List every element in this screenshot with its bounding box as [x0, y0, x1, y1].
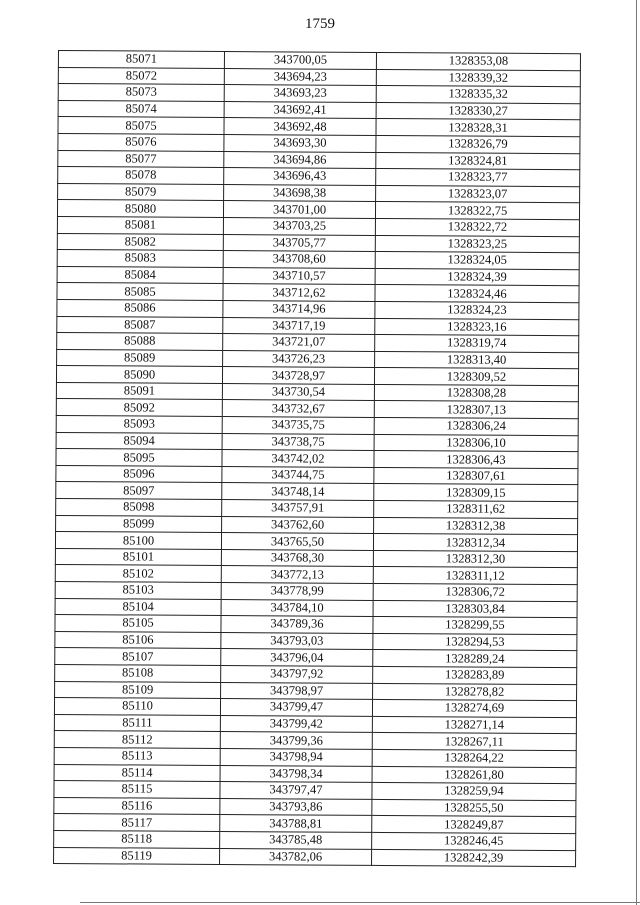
y-coordinate-cell: 1328311,62 — [374, 500, 578, 518]
point-number-cell: 85097 — [56, 482, 222, 500]
y-coordinate-cell: 1328324,23 — [375, 301, 579, 319]
y-coordinate-cell: 1328323,07 — [376, 185, 580, 203]
y-coordinate-cell: 1328264,22 — [372, 749, 576, 767]
y-coordinate-cell: 1328312,30 — [373, 550, 577, 568]
point-number-cell: 85093 — [56, 416, 222, 434]
x-coordinate-cell: 343782,06 — [220, 848, 372, 866]
point-number-cell: 85117 — [54, 814, 220, 832]
x-coordinate-cell: 343796,04 — [221, 649, 373, 667]
point-number-cell: 85098 — [56, 499, 222, 517]
x-coordinate-cell: 343726,23 — [223, 350, 375, 368]
point-number-cell: 85094 — [56, 432, 222, 450]
x-coordinate-cell: 343712,62 — [223, 284, 375, 302]
point-number-cell: 85075 — [58, 117, 224, 135]
point-number-cell: 85099 — [56, 515, 222, 533]
point-number-cell: 85072 — [58, 67, 224, 85]
point-number-cell: 85091 — [56, 382, 222, 400]
y-coordinate-cell: 1328312,34 — [373, 534, 577, 552]
point-number-cell: 85082 — [57, 233, 223, 251]
x-coordinate-cell: 343710,57 — [223, 267, 375, 285]
point-number-cell: 85076 — [58, 133, 224, 151]
point-number-cell: 85111 — [54, 714, 220, 732]
y-coordinate-cell: 1328278,82 — [373, 683, 577, 701]
x-coordinate-cell: 343757,91 — [222, 500, 374, 518]
x-coordinate-cell: 343798,34 — [220, 765, 372, 783]
x-coordinate-cell: 343793,03 — [221, 632, 373, 650]
y-coordinate-cell: 1328335,32 — [376, 86, 580, 104]
y-coordinate-cell: 1328326,79 — [376, 135, 580, 153]
point-number-cell: 85108 — [55, 664, 221, 682]
x-coordinate-cell: 343768,30 — [221, 549, 373, 567]
x-coordinate-cell: 343784,10 — [221, 599, 373, 617]
x-coordinate-cell: 343762,60 — [222, 516, 374, 534]
point-number-cell: 85100 — [55, 532, 221, 550]
y-coordinate-cell: 1328324,81 — [376, 152, 580, 170]
point-number-cell: 85103 — [55, 581, 221, 599]
x-coordinate-cell: 343698,38 — [224, 184, 376, 202]
x-coordinate-cell: 343742,02 — [222, 450, 374, 468]
x-coordinate-cell: 343797,92 — [221, 665, 373, 683]
y-coordinate-cell: 1328319,74 — [375, 335, 579, 353]
point-number-cell: 85078 — [58, 167, 224, 185]
y-coordinate-cell: 1328322,72 — [375, 218, 579, 236]
x-coordinate-cell: 343732,67 — [222, 400, 374, 418]
x-coordinate-cell: 343692,41 — [224, 101, 376, 119]
x-coordinate-cell: 343799,36 — [220, 732, 372, 750]
y-coordinate-cell: 1328306,10 — [374, 434, 578, 452]
x-coordinate-cell: 343696,43 — [224, 168, 376, 186]
point-number-cell: 85092 — [56, 399, 222, 417]
point-number-cell: 85085 — [57, 283, 223, 301]
point-number-cell: 85113 — [54, 747, 220, 765]
x-coordinate-cell: 343738,75 — [222, 433, 374, 451]
x-coordinate-cell: 343728,97 — [222, 367, 374, 385]
y-coordinate-cell: 1328309,15 — [374, 484, 578, 502]
y-coordinate-cell: 1328255,50 — [372, 799, 576, 817]
y-coordinate-cell: 1328313,40 — [375, 351, 579, 369]
x-coordinate-cell: 343778,99 — [221, 583, 373, 601]
y-coordinate-cell: 1328309,52 — [374, 368, 578, 386]
x-coordinate-cell: 343765,50 — [221, 533, 373, 551]
x-coordinate-cell: 343789,36 — [221, 616, 373, 634]
coordinates-table-body — [54, 51, 581, 867]
y-coordinate-cell: 1328299,55 — [373, 617, 577, 635]
point-number-cell: 85077 — [58, 150, 224, 168]
page-number: 1759 — [305, 16, 335, 32]
point-number-cell: 85096 — [56, 465, 222, 483]
y-coordinate-cell: 1328339,32 — [376, 69, 580, 87]
x-coordinate-cell: 343700,05 — [224, 52, 376, 70]
y-coordinate-cell: 1328294,53 — [373, 633, 577, 651]
point-number-cell: 85115 — [54, 781, 220, 799]
x-coordinate-cell: 343799,47 — [220, 699, 372, 717]
y-coordinate-cell: 1328249,87 — [372, 816, 576, 834]
y-coordinate-cell: 1328306,24 — [374, 418, 578, 436]
y-coordinate-cell: 1328289,24 — [373, 650, 577, 668]
point-number-cell: 85071 — [58, 51, 224, 69]
x-coordinate-cell: 343714,96 — [223, 300, 375, 318]
y-coordinate-cell: 1328324,46 — [375, 285, 579, 303]
y-coordinate-cell: 1328246,45 — [372, 832, 576, 850]
y-coordinate-cell: 1328307,13 — [374, 401, 578, 419]
y-coordinate-cell: 1328242,39 — [372, 849, 576, 867]
x-coordinate-cell: 343694,86 — [224, 151, 376, 169]
x-coordinate-cell: 343693,23 — [224, 85, 376, 103]
point-number-cell: 85119 — [54, 847, 220, 865]
x-coordinate-cell: 343694,23 — [224, 68, 376, 86]
point-number-cell: 85110 — [54, 698, 220, 716]
y-coordinate-cell: 1328323,77 — [376, 169, 580, 187]
y-coordinate-cell: 1328259,94 — [372, 783, 576, 801]
y-coordinate-cell: 1328312,38 — [374, 517, 578, 535]
y-coordinate-cell: 1328328,31 — [376, 119, 580, 137]
y-coordinate-cell: 1328307,61 — [374, 467, 578, 485]
y-coordinate-cell: 1328271,14 — [372, 716, 576, 734]
point-number-cell: 85101 — [55, 548, 221, 566]
x-coordinate-cell: 343705,77 — [223, 234, 375, 252]
y-coordinate-cell: 1328308,28 — [374, 384, 578, 402]
x-coordinate-cell: 343772,13 — [221, 566, 373, 584]
point-number-cell: 85073 — [58, 84, 224, 102]
point-number-cell: 85118 — [54, 830, 220, 848]
coordinates-table — [53, 50, 581, 867]
point-number-cell: 85105 — [55, 615, 221, 633]
point-number-cell: 85080 — [57, 200, 223, 218]
point-number-cell: 85084 — [57, 266, 223, 284]
y-coordinate-cell: 1328311,12 — [373, 567, 577, 585]
y-coordinate-cell: 1328323,25 — [375, 235, 579, 253]
point-number-cell: 85089 — [57, 349, 223, 367]
point-number-cell: 85087 — [57, 316, 223, 334]
x-coordinate-cell: 343799,42 — [220, 715, 372, 733]
y-coordinate-cell: 1328303,84 — [373, 600, 577, 618]
point-number-cell: 85112 — [54, 731, 220, 749]
x-coordinate-cell: 343788,81 — [220, 815, 372, 833]
x-coordinate-cell: 343708,60 — [223, 251, 375, 269]
x-coordinate-cell: 343692,48 — [224, 118, 376, 136]
x-coordinate-cell: 343744,75 — [222, 466, 374, 484]
point-number-cell: 85102 — [55, 565, 221, 583]
y-coordinate-cell: 1328306,43 — [374, 451, 578, 469]
point-number-cell: 85095 — [56, 449, 222, 467]
point-number-cell: 85083 — [57, 250, 223, 268]
x-coordinate-cell: 343693,30 — [224, 134, 376, 152]
point-number-cell: 85109 — [55, 681, 221, 699]
point-number-cell: 85074 — [58, 100, 224, 118]
y-coordinate-cell: 1328261,80 — [372, 766, 576, 784]
point-number-cell: 85116 — [54, 797, 220, 815]
y-coordinate-cell: 1328267,11 — [372, 733, 576, 751]
x-coordinate-cell: 343717,19 — [223, 317, 375, 335]
x-coordinate-cell: 343703,25 — [223, 217, 375, 235]
y-coordinate-cell: 1328283,89 — [373, 666, 577, 684]
point-number-cell: 85088 — [57, 333, 223, 351]
y-coordinate-cell: 1328274,69 — [372, 700, 576, 718]
x-coordinate-cell: 343798,97 — [221, 682, 373, 700]
page-edge-line-bottom — [80, 902, 640, 903]
x-coordinate-cell: 343721,07 — [223, 334, 375, 352]
y-coordinate-cell: 1328323,16 — [375, 318, 579, 336]
x-coordinate-cell: 343748,14 — [222, 483, 374, 501]
point-number-cell: 85079 — [58, 183, 224, 201]
x-coordinate-cell: 343797,47 — [220, 782, 372, 800]
page-edge-line-right — [636, 0, 637, 905]
x-coordinate-cell: 343793,86 — [220, 798, 372, 816]
y-coordinate-cell: 1328322,75 — [375, 202, 579, 220]
y-coordinate-cell: 1328324,39 — [375, 268, 579, 286]
table-row — [54, 847, 576, 867]
x-coordinate-cell: 343730,54 — [222, 383, 374, 401]
y-coordinate-cell: 1328353,08 — [376, 52, 580, 70]
y-coordinate-cell: 1328306,72 — [373, 583, 577, 601]
x-coordinate-cell: 343735,75 — [222, 417, 374, 435]
point-number-cell: 85114 — [54, 764, 220, 782]
x-coordinate-cell: 343798,94 — [220, 748, 372, 766]
point-number-cell: 85090 — [56, 366, 222, 384]
y-coordinate-cell: 1328330,27 — [376, 102, 580, 120]
point-number-cell: 85106 — [55, 631, 221, 649]
point-number-cell: 85081 — [57, 216, 223, 234]
x-coordinate-cell: 343785,48 — [220, 831, 372, 849]
point-number-cell: 85086 — [57, 299, 223, 317]
y-coordinate-cell: 1328324,05 — [375, 252, 579, 270]
x-coordinate-cell: 343701,00 — [223, 201, 375, 219]
point-number-cell: 85104 — [55, 598, 221, 616]
point-number-cell: 85107 — [55, 648, 221, 666]
